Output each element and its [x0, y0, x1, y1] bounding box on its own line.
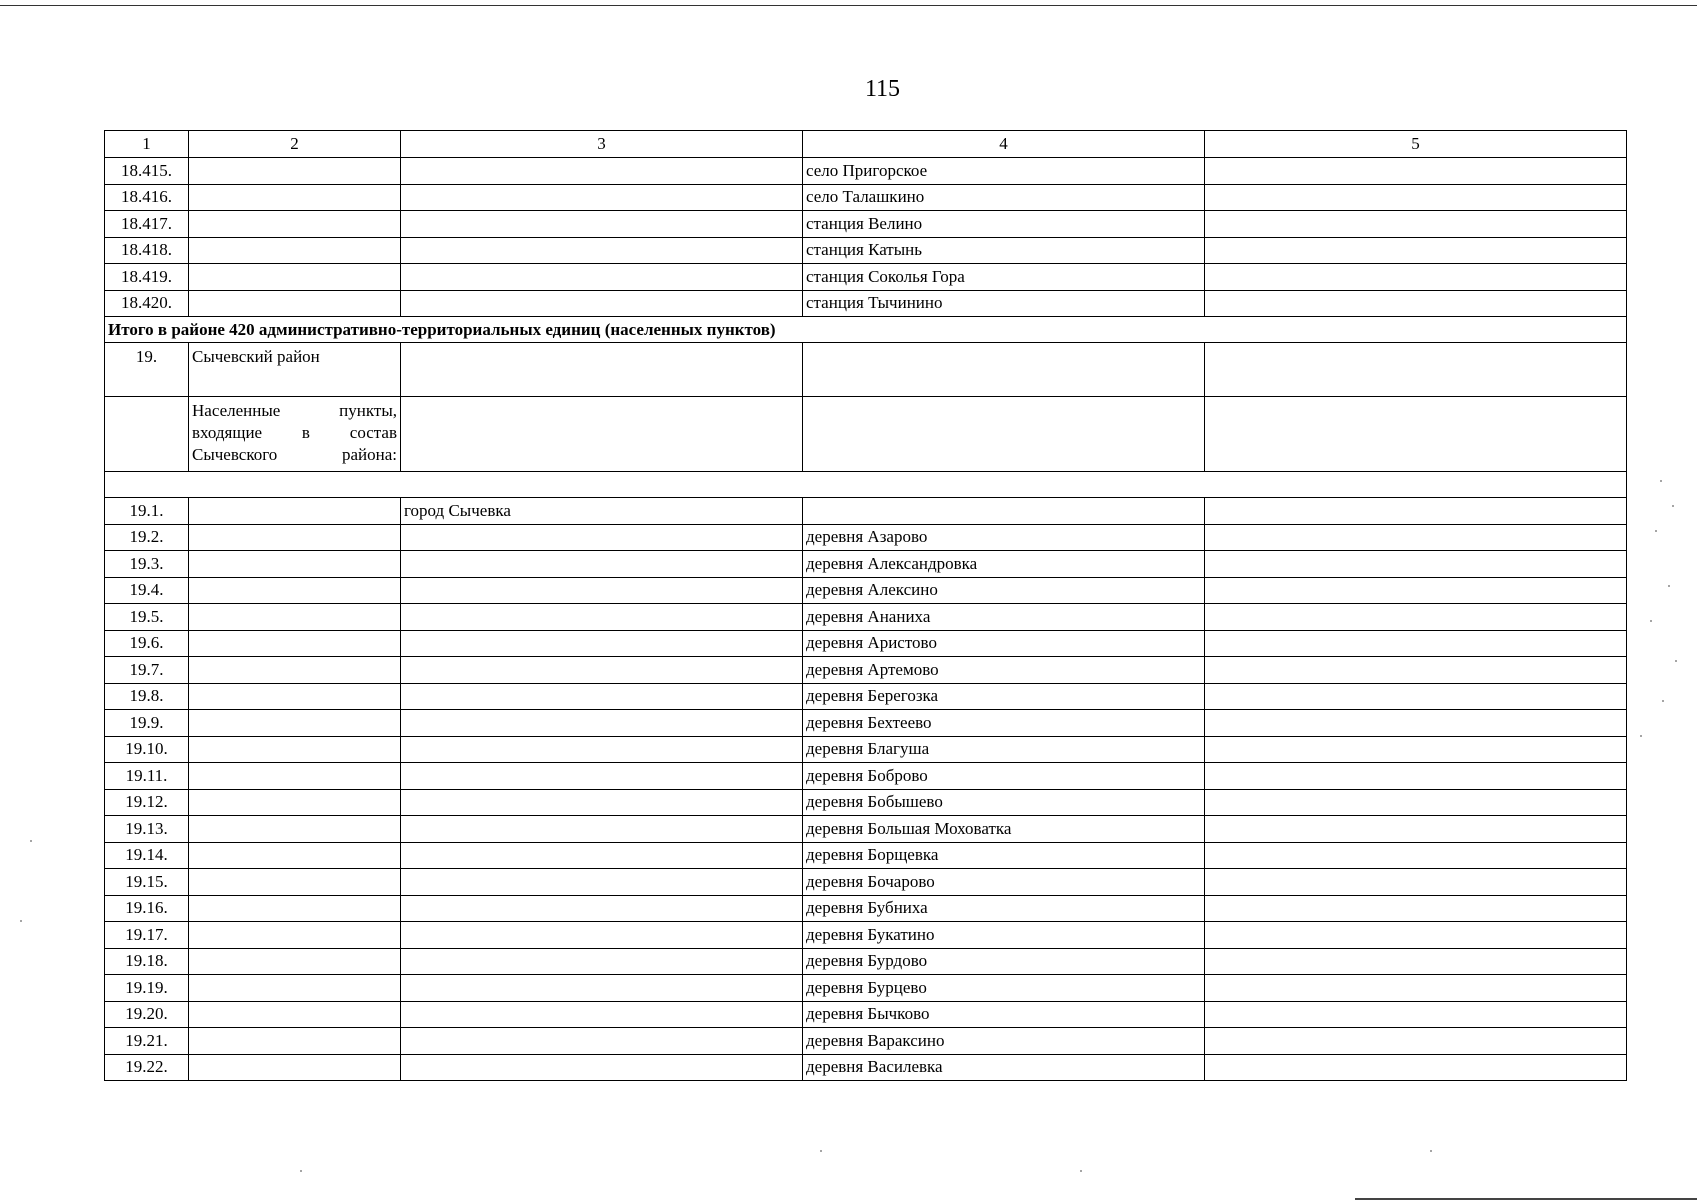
table-cell [189, 710, 401, 737]
table-row [105, 657, 1627, 684]
scan-speck [1662, 700, 1664, 702]
table-cell [401, 264, 803, 291]
table-cell [401, 1054, 803, 1081]
settlement-name: деревня Бочарово [803, 869, 1205, 896]
settlement-name: деревня Бурцево [803, 975, 1205, 1002]
settlement-name: деревня Алексино [803, 577, 1205, 604]
table-cell [1205, 237, 1627, 264]
settlements-table [104, 130, 1627, 1081]
table-cell [1205, 1001, 1627, 1028]
table-cell: город Сычевка [401, 498, 803, 525]
table-cell [1205, 604, 1627, 631]
table-cell [189, 869, 401, 896]
table-cell [189, 184, 401, 211]
table-cell [189, 842, 401, 869]
table-cell [401, 948, 803, 975]
table-cell [1205, 551, 1627, 578]
table-cell [189, 736, 401, 763]
table-cell [401, 184, 803, 211]
table-cell [1205, 1054, 1627, 1081]
settlement-name: деревня Бубниха [803, 895, 1205, 922]
row-number: 18.419. [105, 264, 189, 291]
settlement-name: деревня Василевка [803, 1054, 1205, 1081]
row-number: 18.417. [105, 211, 189, 238]
scan-edge-top [0, 5, 1697, 6]
table-cell [189, 604, 401, 631]
table-cell [401, 1001, 803, 1028]
table-row [105, 842, 1627, 869]
row-number: 18.420. [105, 290, 189, 317]
table-cell [401, 158, 803, 185]
district-name: Сычевский район [189, 343, 401, 397]
row-number: 19.22. [105, 1054, 189, 1081]
settlement-name: деревня Большая Моховатка [803, 816, 1205, 843]
scan-speck [1640, 735, 1642, 737]
page-number: 115 [864, 76, 901, 102]
table-cell [1205, 948, 1627, 975]
table-cell [1205, 922, 1627, 949]
table-cell [1205, 630, 1627, 657]
table-cell [189, 895, 401, 922]
table-cell [401, 869, 803, 896]
scan-speck [820, 1150, 822, 1152]
row-number: 19.12. [105, 789, 189, 816]
table-row [105, 975, 1627, 1002]
settlement-name: станция Соколья Гора [803, 264, 1205, 291]
table-row [105, 816, 1627, 843]
table-cell [401, 816, 803, 843]
row-number: 19.10. [105, 736, 189, 763]
table-row [105, 1001, 1627, 1028]
scan-speck [1650, 620, 1652, 622]
district-number: 19. [105, 343, 189, 397]
table-row [105, 710, 1627, 737]
table-row [105, 1054, 1627, 1081]
table-cell [401, 975, 803, 1002]
row-number: 19.6. [105, 630, 189, 657]
table-cell [189, 264, 401, 291]
scan-speck [1430, 1150, 1432, 1152]
table-row [105, 290, 1627, 317]
table-cell [401, 237, 803, 264]
table-cell [1205, 869, 1627, 896]
table-cell [401, 290, 803, 317]
scan-speck [20, 920, 22, 922]
table-cell [1205, 975, 1627, 1002]
header-cell: 1 [105, 131, 189, 158]
table-cell [401, 895, 803, 922]
table-row [105, 158, 1627, 185]
header-cell: 3 [401, 131, 803, 158]
table-cell [189, 816, 401, 843]
table-cell [189, 551, 401, 578]
row-number: 19.19. [105, 975, 189, 1002]
table-cell [1205, 211, 1627, 238]
table-row [105, 683, 1627, 710]
row-number: 19.16. [105, 895, 189, 922]
table-cell [1205, 789, 1627, 816]
settlement-name: деревня Боброво [803, 763, 1205, 790]
row-number: 19.18. [105, 948, 189, 975]
table-cell [401, 736, 803, 763]
total-text: Итого в районе 420 административно-территориальных единиц (населенных пунктов) [105, 317, 1627, 343]
scan-speck [300, 1170, 302, 1172]
table-cell [401, 763, 803, 790]
district-description-row [105, 397, 1627, 472]
table-row [105, 184, 1627, 211]
district-description: Населенные пункты, входящие в состав Сычевского района: [189, 397, 401, 472]
settlement-name: деревня Бурдово [803, 948, 1205, 975]
row-number: 19.20. [105, 1001, 189, 1028]
row-number: 18.415. [105, 158, 189, 185]
table-cell [189, 683, 401, 710]
settlement-name: деревня Берегозка [803, 683, 1205, 710]
blank-row [105, 472, 1627, 498]
settlement-name: деревня Артемово [803, 657, 1205, 684]
scan-speck [30, 840, 32, 842]
table-row [105, 922, 1627, 949]
settlement-name: деревня Азарово [803, 524, 1205, 551]
settlement-name: село Талашкино [803, 184, 1205, 211]
table-cell [1205, 1028, 1627, 1055]
scan-speck [1675, 660, 1677, 662]
table-row [105, 264, 1627, 291]
table-cell [401, 789, 803, 816]
table-cell [189, 1001, 401, 1028]
row-number: 19.15. [105, 869, 189, 896]
table-cell [189, 524, 401, 551]
table-cell [189, 1054, 401, 1081]
table-cell [1205, 816, 1627, 843]
row-number: 18.418. [105, 237, 189, 264]
table-cell [189, 657, 401, 684]
settlement-name: деревня Ананиха [803, 604, 1205, 631]
table-cell [401, 211, 803, 238]
table-header-row [105, 131, 1627, 158]
table-cell [1205, 290, 1627, 317]
district-row [105, 343, 1627, 397]
table-cell [401, 551, 803, 578]
row-number: 19.21. [105, 1028, 189, 1055]
settlement-name: деревня Борщевка [803, 842, 1205, 869]
settlement-name: деревня Вараксино [803, 1028, 1205, 1055]
table-cell [189, 498, 401, 525]
table-cell [1205, 397, 1627, 472]
table-cell [1205, 710, 1627, 737]
settlement-name: станция Велино [803, 211, 1205, 238]
table-row [105, 211, 1627, 238]
table-row [105, 1028, 1627, 1055]
table-cell [1205, 524, 1627, 551]
row-number: 18.416. [105, 184, 189, 211]
table-cell [1205, 498, 1627, 525]
table-cell [1205, 842, 1627, 869]
table-cell [1205, 683, 1627, 710]
settlement-name: село Пригорское [803, 158, 1205, 185]
table-row [105, 630, 1627, 657]
settlement-name [803, 498, 1205, 525]
table-row [105, 763, 1627, 790]
table-cell [401, 922, 803, 949]
table-cell [401, 630, 803, 657]
table-cell [401, 524, 803, 551]
table-row [105, 736, 1627, 763]
table-cell [189, 630, 401, 657]
table-cell [1205, 184, 1627, 211]
table-cell [1205, 895, 1627, 922]
settlement-name: деревня Благуша [803, 736, 1205, 763]
table-cell [1205, 264, 1627, 291]
scan-speck [1080, 1170, 1082, 1172]
header-cell: 4 [803, 131, 1205, 158]
row-number: 19.3. [105, 551, 189, 578]
header-cell: 2 [189, 131, 401, 158]
row-number: 19.7. [105, 657, 189, 684]
table-cell [401, 657, 803, 684]
table-row [105, 789, 1627, 816]
table-cell [803, 397, 1205, 472]
table-cell [189, 1028, 401, 1055]
row-number: 19.13. [105, 816, 189, 843]
table-cell [401, 604, 803, 631]
row-number: 19.14. [105, 842, 189, 869]
table-row [105, 237, 1627, 264]
table-cell [189, 948, 401, 975]
scan-speck [1655, 530, 1657, 532]
table-cell [401, 343, 803, 397]
table-cell [189, 158, 401, 185]
settlement-name: деревня Аристово [803, 630, 1205, 657]
settlement-name: деревня Букатино [803, 922, 1205, 949]
row-number: 19.8. [105, 683, 189, 710]
table-cell [189, 211, 401, 238]
table-row [105, 895, 1627, 922]
table-cell [189, 290, 401, 317]
blank-cell [105, 472, 1627, 498]
settlement-name: деревня Бычково [803, 1001, 1205, 1028]
table-row [105, 948, 1627, 975]
row-number: 19.4. [105, 577, 189, 604]
settlement-name: деревня Бобышево [803, 789, 1205, 816]
row-number: 19.11. [105, 763, 189, 790]
settlement-name: деревня Александровка [803, 551, 1205, 578]
table-cell [189, 577, 401, 604]
total-row [105, 317, 1627, 343]
row-number: 19.1. [105, 498, 189, 525]
header-cell: 5 [1205, 131, 1627, 158]
scan-speck [1668, 585, 1670, 587]
table-cell [401, 397, 803, 472]
table-cell [401, 710, 803, 737]
table-row [105, 604, 1627, 631]
table-cell [189, 237, 401, 264]
table-cell [189, 975, 401, 1002]
table-row [105, 498, 1627, 525]
table-row [105, 869, 1627, 896]
table-cell [189, 922, 401, 949]
table-cell [1205, 577, 1627, 604]
table-row [105, 524, 1627, 551]
row-number: 19.17. [105, 922, 189, 949]
settlement-name: деревня Бехтеево [803, 710, 1205, 737]
table-cell [803, 343, 1205, 397]
table-cell [401, 577, 803, 604]
settlement-name: станция Катынь [803, 237, 1205, 264]
table-cell [105, 397, 189, 472]
table-cell [1205, 657, 1627, 684]
table-cell [1205, 736, 1627, 763]
settlement-name: станция Тычинино [803, 290, 1205, 317]
table-cell [401, 1028, 803, 1055]
table-cell [189, 789, 401, 816]
table-cell [1205, 158, 1627, 185]
row-number: 19.2. [105, 524, 189, 551]
table-cell [1205, 763, 1627, 790]
row-number: 19.5. [105, 604, 189, 631]
row-number: 19.9. [105, 710, 189, 737]
table-cell [1205, 343, 1627, 397]
table-cell [401, 842, 803, 869]
table-cell [189, 763, 401, 790]
table-row [105, 577, 1627, 604]
scan-speck [1660, 480, 1662, 482]
table-row [105, 551, 1627, 578]
table-cell [401, 683, 803, 710]
scan-speck [1672, 505, 1674, 507]
